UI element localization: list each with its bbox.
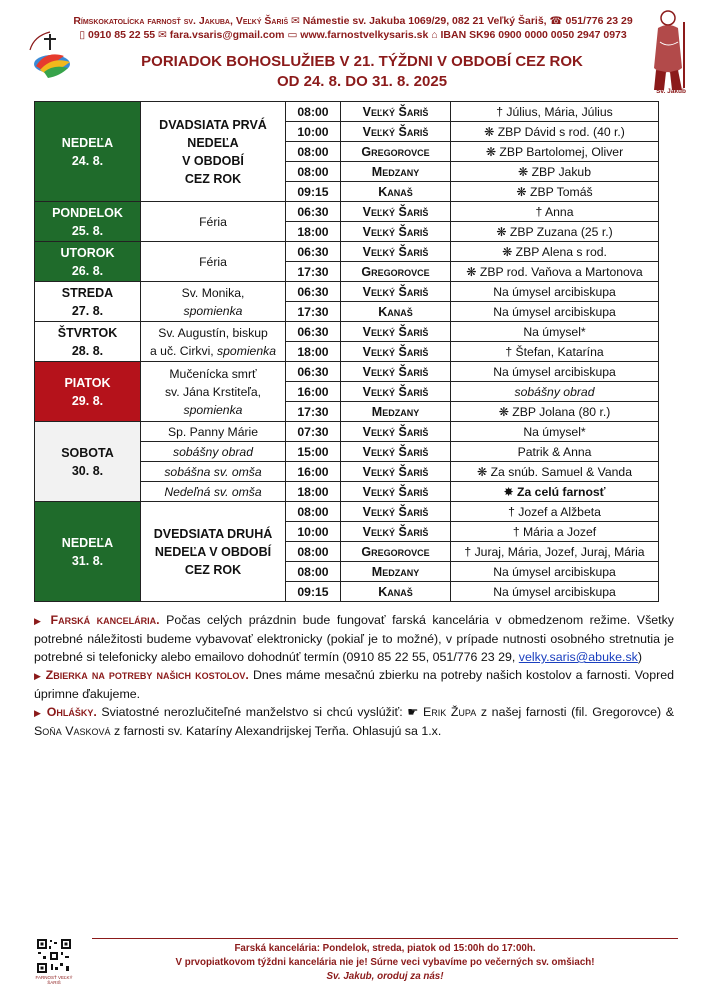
- mass-place: Veľký Šariš: [341, 522, 451, 542]
- day-name: ŠTVRTOK: [57, 325, 118, 340]
- note-office: [34, 611, 674, 666]
- mass-time: 16:00: [286, 462, 341, 482]
- mass-time: 06:30: [286, 362, 341, 382]
- phone-icon: ☎: [549, 15, 563, 27]
- note-banns-text-1: Sviatostné nerozlučiteľné manželstvo si chcú vyslúžiť: ☛: [101, 705, 419, 719]
- feast-line: sv. Jána Krstiteľa,: [164, 384, 262, 399]
- groom-name: Erik Župa: [422, 705, 477, 719]
- day-date: 29. 8.: [71, 393, 104, 408]
- closing-prayer: Sv. Jakub, oroduj za nás!: [326, 971, 444, 982]
- mass-place: Veľký Šariš: [341, 102, 451, 122]
- schedule-table: [34, 101, 659, 602]
- mass-intention: ❋ ZBP Tomáš: [451, 182, 659, 202]
- feast-line: DVADSIATA PRVÁ: [159, 117, 267, 132]
- iban: IBAN SK96 0900 0000 0050 2947 0973: [440, 29, 627, 41]
- mass-intention: † Štefan, Katarína: [451, 342, 659, 362]
- table-row: [35, 362, 659, 382]
- feast-line: V OBDOBÍ: [182, 153, 244, 168]
- day-date: 26. 8.: [71, 263, 104, 278]
- feast-cell: Sp. Panny Márie: [141, 422, 286, 442]
- mass-intention: † Anna: [451, 202, 659, 222]
- feast-cell: [141, 502, 286, 602]
- note-banns-heading: Ohlášky.: [46, 705, 97, 719]
- mass-place: Gregorovce: [341, 142, 451, 162]
- feast-cell: [141, 202, 286, 242]
- bride-name: Soňa Vasková: [34, 724, 111, 738]
- mass-intention: Na úmysel arcibiskupa: [451, 362, 659, 382]
- mass-time: 08:00: [286, 562, 341, 582]
- mass-intention: ❋ ZBP Zuzana (25 r.): [451, 222, 659, 242]
- day-cell: [35, 282, 141, 322]
- table-row: [35, 502, 659, 522]
- feast-line: NEDEĽA: [187, 135, 239, 150]
- feast-line: [144, 302, 282, 320]
- note-banns-text-2: z našej farnosti (fil. Gregorovce) &: [480, 705, 674, 719]
- feast-rank: spomienka: [183, 303, 243, 318]
- feast-line: CEZ ROK: [184, 171, 242, 186]
- envelope-icon: ✉: [291, 15, 300, 27]
- mass-intention: † Július, Mária, Július: [451, 102, 659, 122]
- table-row: [35, 282, 659, 302]
- office-email-link[interactable]: velky.saris@abuke.sk: [518, 650, 638, 664]
- mass-time: 09:15: [286, 182, 341, 202]
- notes-section: [34, 611, 674, 740]
- day-date: 24. 8.: [71, 153, 104, 168]
- mass-place: Veľký Šariš: [341, 282, 451, 302]
- parish-name: Rímskokatolícka farnosť sv. Jakuba, Veľký Šariš: [73, 15, 289, 27]
- mass-place: Gregorovce: [341, 542, 451, 562]
- day-cell: [35, 422, 141, 502]
- feast-text: a uč. Cirkvi,: [150, 343, 218, 358]
- day-cell: [35, 242, 141, 282]
- feast-rank: spomienka: [183, 402, 243, 417]
- day-cell: [35, 102, 141, 202]
- mass-place: Veľký Šariš: [341, 342, 451, 362]
- note-collection-heading: Zbierka na potreby našich kostolov.: [45, 668, 249, 682]
- mass-time: 06:30: [286, 322, 341, 342]
- day-date: 27. 8.: [71, 303, 104, 318]
- table-row: [35, 202, 659, 222]
- table-row: [35, 102, 659, 122]
- footer-divider: [92, 938, 678, 939]
- day-date: 25. 8.: [71, 223, 104, 238]
- table-row: [35, 242, 659, 262]
- mass-intention: Na úmysel arcibiskupa: [451, 302, 659, 322]
- mass-place: Medzany: [341, 402, 451, 422]
- mass-time: 08:00: [286, 102, 341, 122]
- mass-place: Kanaš: [341, 302, 451, 322]
- office-note: V prvopiatkovom týždni kancelária nie je! Súrne veci vybavíme po večerných sv. omšiach!: [175, 957, 595, 968]
- feast-line: DVEDSIATA DRUHÁ: [153, 526, 273, 541]
- feast-cell: [141, 102, 286, 202]
- feast-line: CEZ ROK: [184, 562, 242, 577]
- mass-time: 18:00: [286, 482, 341, 502]
- mass-time: 09:15: [286, 582, 341, 602]
- parish-phone: 051/776 23 29: [565, 15, 633, 27]
- mass-place: Veľký Šariš: [341, 462, 451, 482]
- mass-time: 08:00: [286, 162, 341, 182]
- feast-line: Mučenícka smrť: [169, 366, 257, 381]
- mass-place: Veľký Šariš: [341, 242, 451, 262]
- page-footer: [92, 942, 678, 984]
- mass-place: Veľký Šariš: [341, 362, 451, 382]
- mass-time: 08:00: [286, 502, 341, 522]
- feast-cell: [141, 242, 286, 282]
- day-name: PIATOK: [64, 375, 111, 390]
- mass-time: 16:00: [286, 382, 341, 402]
- mass-intention: Na úmysel arcibiskupa: [451, 282, 659, 302]
- feast-cell: [141, 322, 286, 362]
- mass-place: Veľký Šariš: [341, 442, 451, 462]
- note-office-text: Počas celých prázdnin bude fungovať farská kancelária v obmedzenom režime. Všetky potrebné náležitosti budeme vybavovať elektronicky (pokiaľ je to možné), v prípade nutnosti osobného stretnutia je potrebné si telefonicky alebo emailovo dohodnúť termín (0910 85 22 55, 051/776 23 29,: [34, 613, 674, 664]
- day-date: 28. 8.: [71, 343, 104, 358]
- title-line-1: PORIADOK BOHOSLUŽIEB V 21. TÝŽDNI V OBDOBÍ CEZ ROK: [141, 53, 583, 70]
- feast-line: Sv. Augustín, biskup: [158, 325, 268, 340]
- day-name: UTOROK: [60, 245, 115, 260]
- mass-time: 18:00: [286, 342, 341, 362]
- website-link[interactable]: www.farnostvelkysaris.sk: [300, 29, 429, 41]
- mass-place: Veľký Šariš: [341, 202, 451, 222]
- contact-line-2: [58, 28, 648, 42]
- feast-line: [144, 401, 282, 419]
- mass-intention: ❋ ZBP Jolana (80 r.): [451, 402, 659, 422]
- web-icon: ▭: [287, 29, 298, 41]
- arrow-icon: ▶: [34, 708, 43, 718]
- mobile-icon: ▯: [79, 29, 86, 41]
- page-title: [90, 52, 634, 92]
- mass-intention: ❋ ZBP Dávid s rod. (40 r.): [451, 122, 659, 142]
- mass-intention: Patrik & Anna: [451, 442, 659, 462]
- mass-place: Veľký Šariš: [341, 422, 451, 442]
- mass-place: Medzany: [341, 162, 451, 182]
- mass-intention: ❋ ZBP Jakub: [451, 162, 659, 182]
- feast-line: Féria: [199, 254, 227, 269]
- mass-time: 06:30: [286, 242, 341, 262]
- qr-code: [36, 938, 72, 974]
- mass-time: 17:30: [286, 262, 341, 282]
- saint-caption: Sv. Jakub: [656, 88, 686, 95]
- day-name: SOBOTA: [61, 445, 114, 460]
- day-date: 31. 8.: [71, 553, 104, 568]
- mass-place: Veľký Šariš: [341, 322, 451, 342]
- parish-address: Námestie sv. Jakuba 1069/29, 082 21 Veľký Šariš,: [302, 15, 547, 27]
- feast-rank: spomienka: [217, 343, 276, 358]
- mass-place: Veľký Šariš: [341, 382, 451, 402]
- mass-place: Veľký Šariš: [341, 502, 451, 522]
- day-name: STREDA: [61, 285, 114, 300]
- day-cell: [35, 362, 141, 422]
- mobile-number: 0910 85 22 55: [87, 29, 156, 41]
- mass-place: Kanaš: [341, 582, 451, 602]
- mass-place: Gregorovce: [341, 262, 451, 282]
- feast-line: [144, 342, 282, 360]
- qr-caption: FARNOSŤ VEĽKÝ ŠARIŠ: [35, 975, 73, 985]
- mass-time: 08:00: [286, 142, 341, 162]
- saint-jacob-figure: [644, 8, 696, 94]
- mass-intention: ✸ Za celú farnosť: [451, 482, 659, 502]
- mass-intention: ❋ ZBP rod. Vaňova a Martonova: [451, 262, 659, 282]
- office-hours: Farská kancelária: Pondelok, streda, piatok od 15:00h do 17:00h.: [234, 943, 536, 954]
- mass-intention: ❋ ZBP Bartolomej, Oliver: [451, 142, 659, 162]
- feast-line: Sv. Monika,: [181, 285, 245, 300]
- mass-time: 06:30: [286, 282, 341, 302]
- mass-time: 17:30: [286, 302, 341, 322]
- mass-intention: † Mária a Jozef: [451, 522, 659, 542]
- mass-intention: † Juraj, Mária, Jozef, Juraj, Mária: [451, 542, 659, 562]
- mass-time: 10:00: [286, 522, 341, 542]
- feast-cell: [141, 362, 286, 422]
- mass-time: 08:00: [286, 542, 341, 562]
- mass-place: Medzany: [341, 562, 451, 582]
- mass-time: 15:00: [286, 442, 341, 462]
- parish-logo: [20, 26, 80, 86]
- feast-line: Féria: [199, 214, 227, 229]
- mass-intention: sobášny obrad: [451, 382, 659, 402]
- note-banns-text-3: z farnosti sv. Kataríny Alexandrijskej Terňa. Ohlasujú sa 1.x.: [113, 724, 442, 738]
- contact-line-1: [58, 14, 648, 28]
- mass-intention: Na úmysel arcibiskupa: [451, 582, 659, 602]
- mass-time: 06:30: [286, 202, 341, 222]
- mass-intention: ❋ Za snúb. Samuel & Vanda: [451, 462, 659, 482]
- note-office-heading: Farská kancelária.: [50, 613, 160, 627]
- title-line-2: OD 24. 8. DO 31. 8. 2025: [276, 73, 448, 90]
- mass-time: 10:00: [286, 122, 341, 142]
- mass-place: Veľký Šariš: [341, 222, 451, 242]
- feast-line: NEDEĽA V OBDOBÍ: [154, 544, 272, 559]
- mass-time: 17:30: [286, 402, 341, 422]
- table-row: [35, 322, 659, 342]
- day-cell: [35, 502, 141, 602]
- mass-place: Veľký Šariš: [341, 122, 451, 142]
- note-collection-text: Dnes máme mesačnú zbierku na potreby našich kostolov a farnosti. Vopred úprimne ďakujeme.: [34, 668, 674, 701]
- feast-cell: sobášna sv. omša: [141, 462, 286, 482]
- mass-intention: Na úmysel*: [451, 422, 659, 442]
- mail-icon: ✉: [158, 29, 167, 41]
- table-row: [35, 422, 659, 442]
- feast-cell: Nedeľná sv. omša: [141, 482, 286, 502]
- mass-time: 18:00: [286, 222, 341, 242]
- mass-place: Kanaš: [341, 182, 451, 202]
- bank-icon: ⌂: [431, 29, 438, 41]
- mass-intention: Na úmysel arcibiskupa: [451, 562, 659, 582]
- day-name: PONDELOK: [52, 205, 123, 220]
- arrow-icon: ▶: [34, 616, 44, 626]
- day-cell: [35, 322, 141, 362]
- note-collection: [34, 666, 674, 703]
- day-date: 30. 8.: [71, 463, 104, 478]
- feast-cell: [141, 282, 286, 322]
- mass-place: Veľký Šariš: [341, 482, 451, 502]
- day-name: NEDEĽA: [61, 535, 114, 550]
- mass-intention: Na úmysel*: [451, 322, 659, 342]
- feast-cell: sobášny obrad: [141, 442, 286, 462]
- mass-intention: ❋ ZBP Alena s rod.: [451, 242, 659, 262]
- note-banns: [34, 703, 674, 740]
- mass-intention: † Jozef a Alžbeta: [451, 502, 659, 522]
- day-name: NEDEĽA: [61, 135, 114, 150]
- day-cell: [35, 202, 141, 242]
- mass-time: 07:30: [286, 422, 341, 442]
- email-link[interactable]: fara.vsaris@gmail.com: [169, 29, 285, 41]
- arrow-icon: ▶: [34, 671, 42, 681]
- note-office-end: ): [637, 650, 643, 664]
